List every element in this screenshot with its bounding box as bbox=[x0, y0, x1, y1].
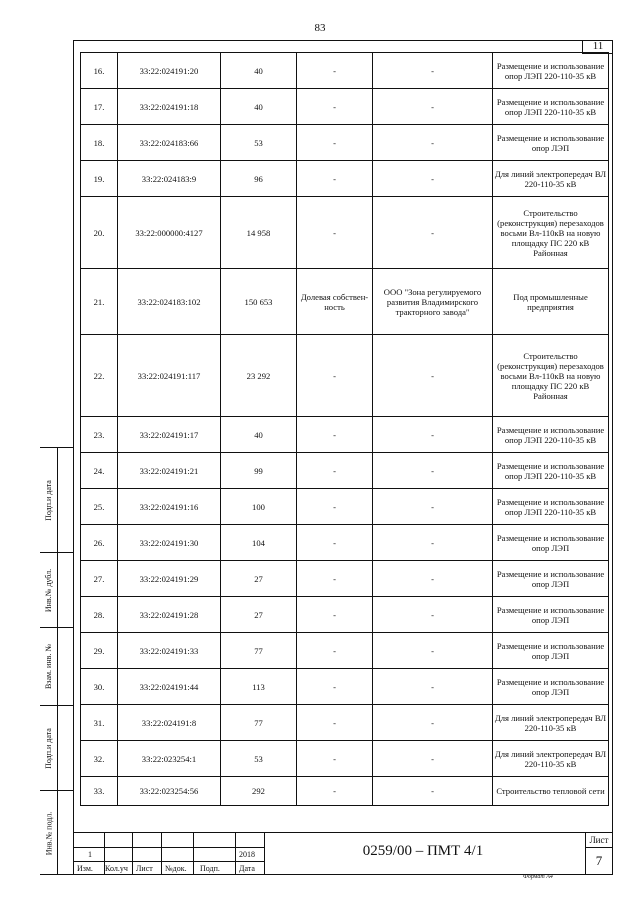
cell-number: 33. bbox=[81, 777, 118, 806]
cell-right-type: - bbox=[297, 741, 373, 777]
cell-number: 27. bbox=[81, 561, 118, 597]
cell-cadastral-number: 33:22:024191:8 bbox=[118, 705, 221, 741]
stamp-line bbox=[193, 833, 194, 874]
cell-right-type: - bbox=[297, 525, 373, 561]
cell-owner: - bbox=[373, 561, 493, 597]
cell-right-type: - bbox=[297, 561, 373, 597]
cell-area: 53 bbox=[221, 125, 297, 161]
cell-number: 28. bbox=[81, 597, 118, 633]
table-row bbox=[81, 125, 609, 161]
cell-cadastral-number: 33:22:000000:4127 bbox=[118, 197, 221, 269]
cell-right-type: - bbox=[297, 89, 373, 125]
side-strip-label: Подп.и дата bbox=[44, 727, 53, 769]
cell-number: 22. bbox=[81, 335, 118, 417]
cell-cadastral-number: 33:22:024191:29 bbox=[118, 561, 221, 597]
stamp-year: 2018 bbox=[239, 850, 255, 859]
cell-right-type: - bbox=[297, 53, 373, 89]
side-strip-cell bbox=[40, 553, 73, 628]
cell-right-type: - bbox=[297, 669, 373, 705]
cell-right-type: - bbox=[297, 453, 373, 489]
cell-cadastral-number: 33:22:024191:30 bbox=[118, 525, 221, 561]
cell-permitted-use: Для линий электропередач ВЛ 220-110-35 кВ bbox=[493, 741, 609, 777]
stamp-header-list: Лист bbox=[136, 864, 153, 873]
cell-right-type: - bbox=[297, 633, 373, 669]
cell-owner: - bbox=[373, 453, 493, 489]
side-strip-label-wrap bbox=[40, 628, 57, 705]
page-number: 83 bbox=[314, 22, 326, 34]
stamp-line bbox=[74, 847, 264, 848]
cell-permitted-use: Размещение и использование опор ЛЭП bbox=[493, 125, 609, 161]
cell-area: 27 bbox=[221, 597, 297, 633]
stamp-line bbox=[235, 833, 236, 874]
cell-number: 16. bbox=[81, 53, 118, 89]
cell-owner: - bbox=[373, 633, 493, 669]
table-row bbox=[81, 161, 609, 197]
stamp-header-docno: №док. bbox=[165, 864, 187, 873]
side-strip-label: Взам. инв. № bbox=[44, 643, 53, 690]
cell-permitted-use: Размещение и использование опор ЛЭП 220-110-35 кВ bbox=[493, 417, 609, 453]
cell-right-type: - bbox=[297, 125, 373, 161]
table-row bbox=[81, 633, 609, 669]
cell-owner: - bbox=[373, 669, 493, 705]
side-strip-label-wrap bbox=[40, 553, 57, 627]
cell-owner: - bbox=[373, 705, 493, 741]
land-plots-table bbox=[80, 52, 609, 806]
cell-cadastral-number: 33:22:024191:20 bbox=[118, 53, 221, 89]
cell-owner: - bbox=[373, 741, 493, 777]
cell-owner: - bbox=[373, 197, 493, 269]
table-row bbox=[81, 53, 609, 89]
stamp-header-podp: Подп. bbox=[200, 864, 220, 873]
cell-permitted-use: Строительство (реконструкция) перезаходов восьми Вл-110кВ на новую площадку ПС 220 кВ Районная bbox=[493, 335, 609, 417]
table-row bbox=[81, 453, 609, 489]
table-row bbox=[81, 597, 609, 633]
cell-cadastral-number: 33:22:024191:33 bbox=[118, 633, 221, 669]
cell-cadastral-number: 33:22:024191:117 bbox=[118, 335, 221, 417]
table-row bbox=[81, 335, 609, 417]
cell-owner: - bbox=[373, 597, 493, 633]
cell-number: 29. bbox=[81, 633, 118, 669]
title-block bbox=[74, 832, 612, 874]
cell-permitted-use: Размещение и использование опор ЛЭП 220-110-35 кВ bbox=[493, 489, 609, 525]
table-row bbox=[81, 89, 609, 125]
side-strip-label: Инв.№ подл. bbox=[44, 811, 53, 855]
side-strip-cell bbox=[40, 448, 73, 553]
cell-right-type: - bbox=[297, 335, 373, 417]
cell-number: 20. bbox=[81, 197, 118, 269]
cell-right-type: - bbox=[297, 197, 373, 269]
land-plots-table-wrap bbox=[80, 52, 608, 806]
cell-area: 53 bbox=[221, 741, 297, 777]
table-row bbox=[81, 669, 609, 705]
cell-cadastral-number: 33:22:024191:28 bbox=[118, 597, 221, 633]
side-strip-label: Подп.и дата bbox=[44, 479, 53, 521]
cell-area: 113 bbox=[221, 669, 297, 705]
cell-owner: - bbox=[373, 125, 493, 161]
cell-number: 17. bbox=[81, 89, 118, 125]
cell-owner: - bbox=[373, 525, 493, 561]
cell-permitted-use: Размещение и использование опор ЛЭП bbox=[493, 669, 609, 705]
cell-area: 40 bbox=[221, 53, 297, 89]
cell-cadastral-number: 33:22:024183:66 bbox=[118, 125, 221, 161]
stamp-line bbox=[132, 833, 133, 874]
stamp-line bbox=[161, 833, 162, 874]
cell-cadastral-number: 33:22:024191:17 bbox=[118, 417, 221, 453]
cell-area: 77 bbox=[221, 705, 297, 741]
stamp-line bbox=[585, 847, 612, 848]
left-side-strip bbox=[40, 447, 73, 875]
table-row bbox=[81, 741, 609, 777]
cell-permitted-use: Размещение и использование опор ЛЭП 220-110-35 кВ bbox=[493, 453, 609, 489]
cell-permitted-use: Размещение и использование опор ЛЭП bbox=[493, 525, 609, 561]
cell-right-type: - bbox=[297, 777, 373, 806]
cell-number: 23. bbox=[81, 417, 118, 453]
cell-right-type: - bbox=[297, 161, 373, 197]
stamp-change-no: 1 bbox=[88, 850, 92, 859]
cell-area: 100 bbox=[221, 489, 297, 525]
table-row bbox=[81, 705, 609, 741]
cell-permitted-use: Строительство (реконструкция) перезаходов восьми Вл-110кВ на новую площадку ПС 220 кВ Районная bbox=[493, 197, 609, 269]
cell-number: 30. bbox=[81, 669, 118, 705]
table-row bbox=[81, 525, 609, 561]
cell-area: 40 bbox=[221, 89, 297, 125]
stamp-header-data: Дата bbox=[239, 864, 255, 873]
cell-right-type: - bbox=[297, 705, 373, 741]
cell-number: 18. bbox=[81, 125, 118, 161]
cell-permitted-use: Размещение и использование опор ЛЭП bbox=[493, 597, 609, 633]
cell-area: 14 958 bbox=[221, 197, 297, 269]
table-row bbox=[81, 197, 609, 269]
side-strip-cell bbox=[40, 706, 73, 791]
cell-area: 150 653 bbox=[221, 269, 297, 335]
cell-owner: - bbox=[373, 53, 493, 89]
cell-cadastral-number: 33:22:023254:56 bbox=[118, 777, 221, 806]
cell-right-type: - bbox=[297, 489, 373, 525]
stamp-header-izm: Изм. bbox=[77, 864, 93, 873]
table-row bbox=[81, 561, 609, 597]
cell-permitted-use: Для линий электропередач ВЛ 220-110-35 кВ bbox=[493, 161, 609, 197]
cell-area: 77 bbox=[221, 633, 297, 669]
cell-number: 25. bbox=[81, 489, 118, 525]
cell-owner: - bbox=[373, 489, 493, 525]
cell-right-type: - bbox=[297, 417, 373, 453]
cell-number: 24. bbox=[81, 453, 118, 489]
stamp-header-koluch: Кол.уч bbox=[105, 864, 128, 873]
cell-cadastral-number: 33:22:024191:44 bbox=[118, 669, 221, 705]
cell-area: 40 bbox=[221, 417, 297, 453]
table-row bbox=[81, 489, 609, 525]
sheet-label: Лист bbox=[589, 835, 609, 845]
table-body bbox=[81, 53, 609, 806]
stamp-line bbox=[74, 861, 264, 862]
side-strip-label: Инв.№ дубл. bbox=[44, 568, 54, 612]
cell-area: 96 bbox=[221, 161, 297, 197]
cell-cadastral-number: 33:22:024183:102 bbox=[118, 269, 221, 335]
cell-number: 26. bbox=[81, 525, 118, 561]
cell-area: 104 bbox=[221, 525, 297, 561]
cell-number: 21. bbox=[81, 269, 118, 335]
cell-cadastral-number: 33:22:024191:21 bbox=[118, 453, 221, 489]
side-strip-label-wrap bbox=[40, 706, 57, 790]
table-row bbox=[81, 269, 609, 335]
cell-permitted-use: Размещение и использование опор ЛЭП 220-110-35 кВ bbox=[493, 89, 609, 125]
cell-owner: ООО "Зона регулируемого развития Владимирского тракторного завода" bbox=[373, 269, 493, 335]
cell-number: 19. bbox=[81, 161, 118, 197]
cell-right-type: Долевая собствен-ность bbox=[297, 269, 373, 335]
cell-cadastral-number: 33:22:024191:16 bbox=[118, 489, 221, 525]
table-row bbox=[81, 417, 609, 453]
cell-permitted-use: Размещение и использование опор ЛЭП bbox=[493, 561, 609, 597]
cell-area: 23 292 bbox=[221, 335, 297, 417]
document-code: 0259/00 – ПМТ 4/1 bbox=[362, 843, 484, 859]
format-note: Формат А4 bbox=[523, 874, 553, 880]
cell-owner: - bbox=[373, 89, 493, 125]
side-strip-label-wrap bbox=[40, 791, 57, 875]
cell-permitted-use: Для линий электропередач ВЛ 220-110-35 кВ bbox=[493, 705, 609, 741]
cell-owner: - bbox=[373, 417, 493, 453]
sheet-badge: 11 bbox=[582, 40, 613, 54]
cell-area: 292 bbox=[221, 777, 297, 806]
cell-area: 27 bbox=[221, 561, 297, 597]
cell-owner: - bbox=[373, 161, 493, 197]
side-strip-cell bbox=[40, 628, 73, 706]
cell-owner: - bbox=[373, 335, 493, 417]
cell-cadastral-number: 33:22:023254:1 bbox=[118, 741, 221, 777]
cell-permitted-use: Размещение и использование опор ЛЭП bbox=[493, 633, 609, 669]
cell-permitted-use: Строительство тепловой сети bbox=[493, 777, 609, 806]
side-strip-cell bbox=[40, 791, 73, 875]
cell-number: 31. bbox=[81, 705, 118, 741]
cell-number: 32. bbox=[81, 741, 118, 777]
cell-area: 99 bbox=[221, 453, 297, 489]
side-strip-label-wrap bbox=[40, 448, 57, 552]
cell-permitted-use: Размещение и использование опор ЛЭП 220-110-35 кВ bbox=[493, 53, 609, 89]
cell-permitted-use: Под промышленные предприятия bbox=[493, 269, 609, 335]
table-row bbox=[81, 777, 609, 806]
cell-owner: - bbox=[373, 777, 493, 806]
sheet-number: 7 bbox=[595, 853, 603, 868]
cell-right-type: - bbox=[297, 597, 373, 633]
cell-cadastral-number: 33:22:024183:9 bbox=[118, 161, 221, 197]
cell-cadastral-number: 33:22:024191:18 bbox=[118, 89, 221, 125]
